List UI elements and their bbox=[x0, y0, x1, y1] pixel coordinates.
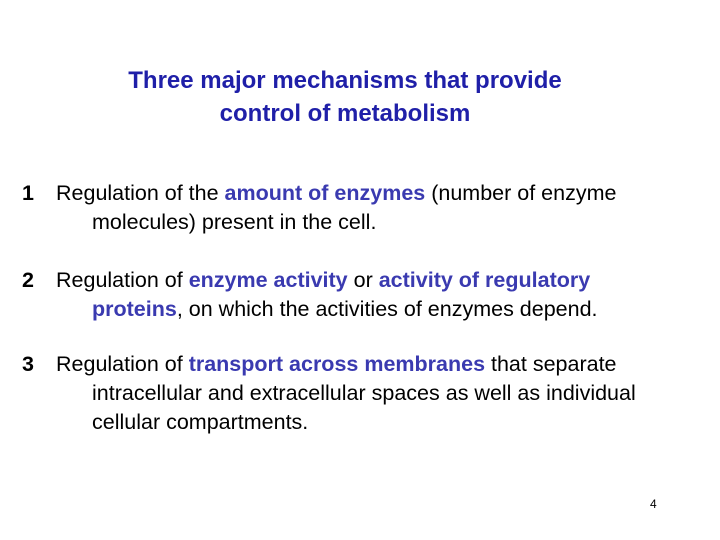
mechanism-item-2 bbox=[22, 266, 712, 324]
item-number: 1 bbox=[22, 181, 34, 205]
item-continuation: intracellular and extracellular spaces as well as individual bbox=[92, 381, 636, 405]
item-text-mid: that separate bbox=[485, 352, 617, 376]
item-text-mid: (number of enzyme bbox=[425, 181, 617, 205]
item-highlight: enzyme activity bbox=[188, 268, 348, 292]
item-highlight-2: activity of regulatory bbox=[378, 268, 591, 292]
item-text-pre: Regulation of bbox=[56, 352, 189, 376]
item-continuation-text: , on which the activities of enzymes depend. bbox=[176, 297, 598, 321]
slide-title bbox=[0, 64, 690, 130]
title-line-2: control of metabolism bbox=[219, 100, 471, 127]
title-line-1: Three major mechanisms that provide bbox=[128, 67, 562, 94]
item-text-mid: or bbox=[347, 268, 379, 292]
item-text-pre: Regulation of the bbox=[56, 181, 225, 205]
mechanism-item-3 bbox=[22, 350, 712, 437]
item-continuation: molecules) present in the cell. bbox=[92, 210, 377, 234]
item-number: 3 bbox=[22, 352, 34, 376]
item-continuation-2: cellular compartments. bbox=[92, 410, 309, 434]
item-highlight: amount of enzymes bbox=[224, 181, 426, 205]
item-highlight: transport across membranes bbox=[188, 352, 486, 376]
mechanism-item-1 bbox=[22, 179, 712, 237]
page-number: 4 bbox=[650, 497, 657, 511]
item-continuation bbox=[22, 295, 712, 324]
item-number: 2 bbox=[22, 268, 34, 292]
item-text-pre: Regulation of bbox=[56, 268, 189, 292]
item-highlight-3: proteins bbox=[92, 297, 177, 321]
